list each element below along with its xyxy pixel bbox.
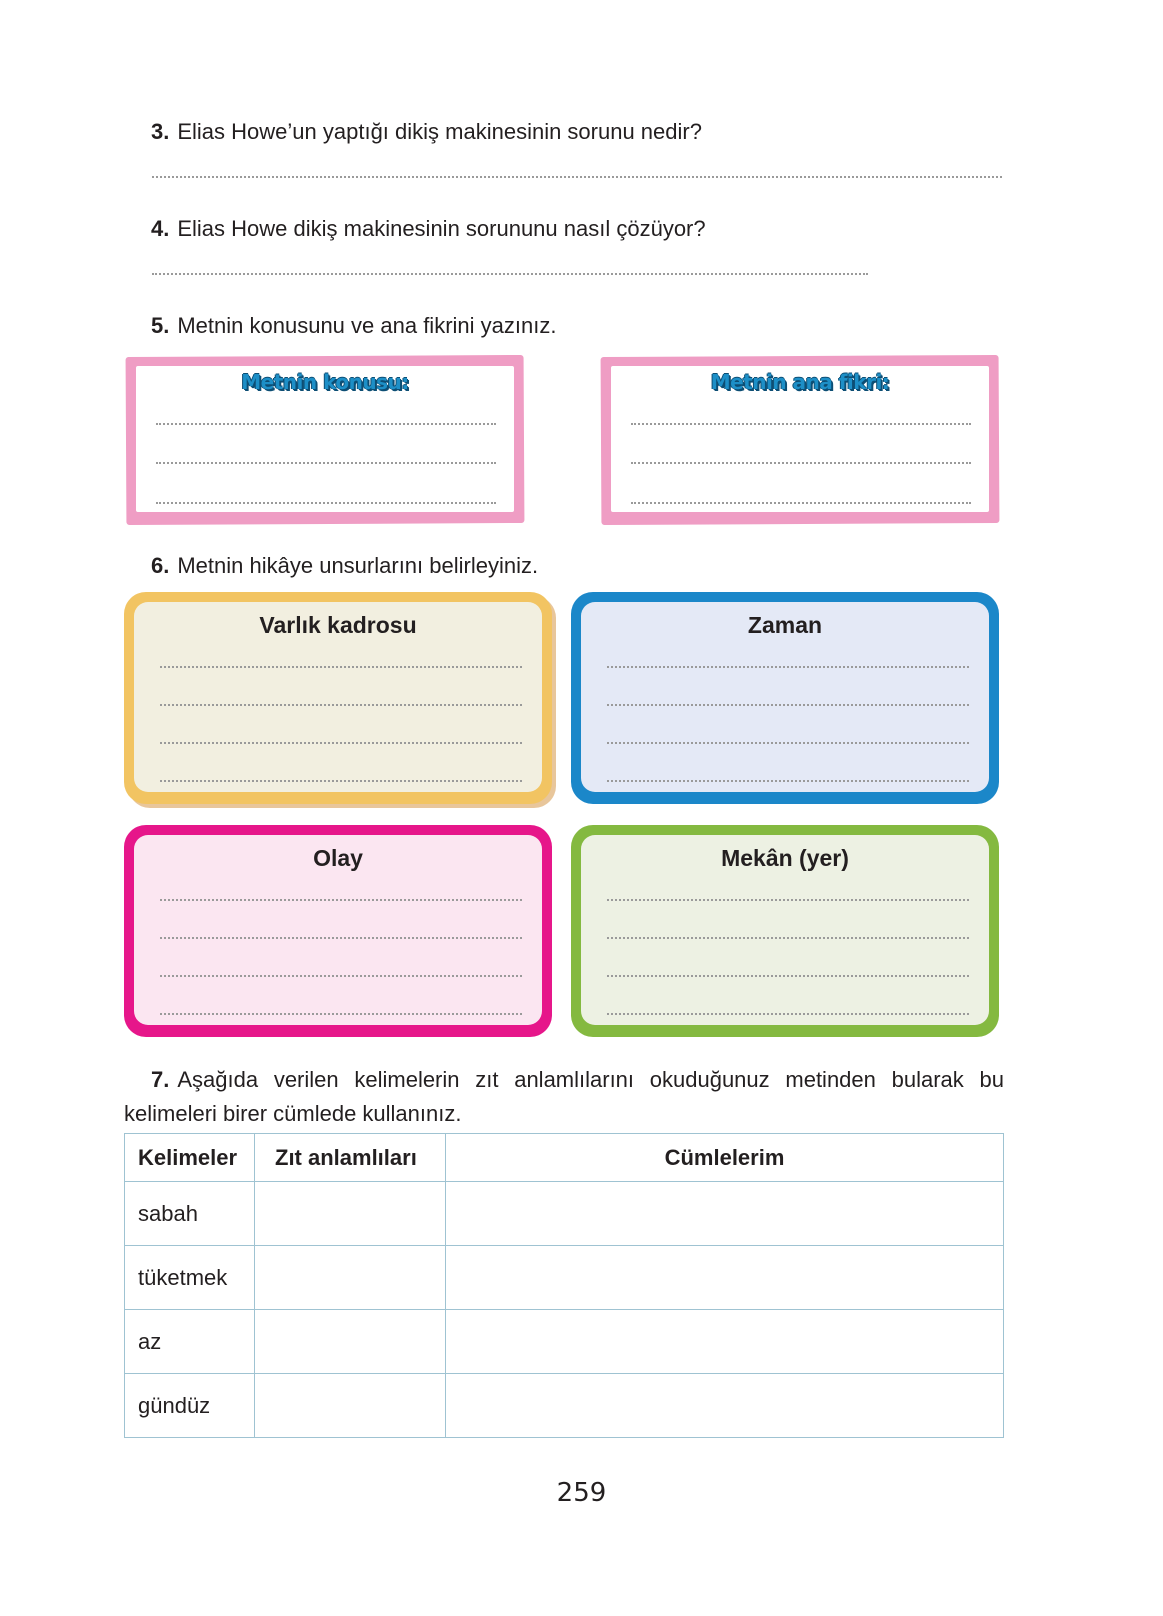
words-table [124,1133,1004,1438]
question-6 [151,553,538,579]
topic-box [126,356,524,524]
question-5 [151,313,556,339]
answer-line[interactable] [607,742,969,744]
question-text: Metnin hikâye unsurlarını belirleyiniz. [177,553,539,578]
word-cell: sabah [125,1182,255,1246]
word-cell: az [125,1310,255,1374]
answer-line[interactable] [607,975,969,977]
answer-line[interactable] [156,502,496,504]
antonym-cell[interactable] [255,1374,446,1438]
answer-line[interactable] [631,423,971,425]
question-7 [124,1063,1004,1131]
answer-line[interactable] [156,462,496,464]
answer-line[interactable] [160,899,522,901]
answer-line[interactable] [607,1013,969,1015]
answer-line[interactable] [631,462,971,464]
question-number: 6. [151,553,170,578]
question-number: 4. [151,216,170,241]
answer-line[interactable] [160,780,522,782]
header-antonyms: Zıt anlamlıları [255,1134,446,1182]
antonym-cell[interactable] [255,1182,446,1246]
answer-line[interactable] [152,273,868,275]
answer-line[interactable] [607,899,969,901]
header-words: Kelimeler [125,1134,255,1182]
card-title: Mekân (yer) [721,845,849,871]
question-number: 5. [151,313,170,338]
time-card [571,592,999,804]
card-title: Olay [313,845,363,871]
page-number: 259 [556,1478,607,1508]
answer-line[interactable] [607,937,969,939]
antonym-cell[interactable] [255,1246,446,1310]
antonym-cell[interactable] [255,1310,446,1374]
question-text: Metnin konusunu ve ana fikrini yazınız. [177,313,557,338]
question-number: 3. [151,119,170,144]
sentence-cell[interactable] [446,1310,1004,1374]
card-title: Varlık kadrosu [259,612,417,638]
word-cell: tüketmek [125,1246,255,1310]
question-text: Elias Howe dikiş makinesinin sorununu nasıl çözüyor? [177,216,706,241]
answer-line[interactable] [160,704,522,706]
answer-line[interactable] [607,780,969,782]
question-7-line-1 [124,1063,1004,1097]
question-4 [151,216,706,242]
answer-line[interactable] [156,423,496,425]
sentence-cell[interactable] [446,1182,1004,1246]
place-card [571,825,999,1037]
table-row [125,1310,1004,1374]
main-idea-title: Metnin ana fikri: [710,370,890,394]
characters-card [124,592,552,804]
question-7-line-2: kelimeleri birer cümlede kullanınız. [124,1101,462,1126]
header-sentences: Cümlelerim [446,1134,1004,1182]
answer-line[interactable] [152,176,1002,178]
sentence-cell[interactable] [446,1374,1004,1438]
answer-line[interactable] [160,742,522,744]
answer-line[interactable] [607,666,969,668]
question-number: 7. [151,1067,170,1092]
answer-line[interactable] [631,502,971,504]
sentence-cell[interactable] [446,1246,1004,1310]
card-title: Zaman [747,612,823,638]
answer-line[interactable] [160,975,522,977]
topic-title: Metnin konusu: [241,370,409,394]
word-cell: gündüz [125,1374,255,1438]
table-header-row [125,1134,1004,1182]
answer-line[interactable] [160,937,522,939]
table-row [125,1374,1004,1438]
main-idea-box [601,356,999,524]
answer-line[interactable] [160,1013,522,1015]
answer-line[interactable] [607,704,969,706]
event-card [124,825,552,1037]
answer-line[interactable] [160,666,522,668]
question-text: Aşağıda verilen kelimelerin zıt anlamlılarını okuduğunuz metinden bularak bu [177,1067,1004,1092]
question-text: Elias Howe’un yaptığı dikiş makinesinin sorunu nedir? [177,119,702,144]
table-row [125,1182,1004,1246]
table-row [125,1246,1004,1310]
question-3 [151,119,702,145]
